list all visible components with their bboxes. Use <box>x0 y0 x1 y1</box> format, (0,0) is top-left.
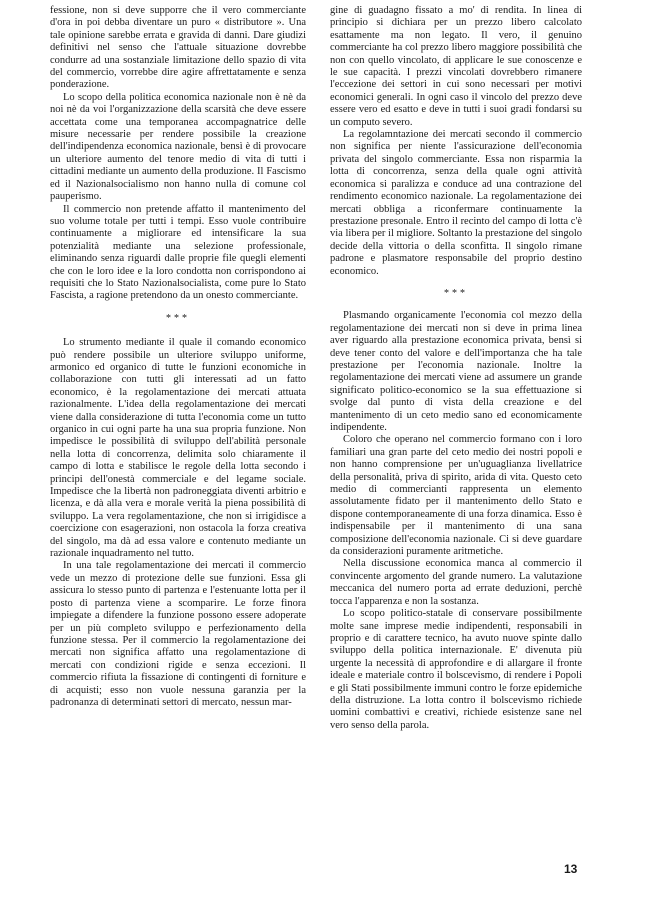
paragraph: Il commercio non pretende affatto il mantenimento del suo volume totale per tutti i tempi. Esso vuole contribuire continuamente a migliorare ed intensificare la sua potenzialità mediante una selezione professionale, eliminando senza riguardi dalle proprie file quegli elementi che con le loro idee e la loro condotta non corrispondono ai requisiti che lo Stato Nazionalsocialista, come pure lo Stato Fascista, a ragione pretendono da un onesto commerciante. <box>50 203 306 302</box>
paragraph: Nella discussione economica manca al commercio il convincente argomento del grande numero. La valutazione meccanica del numero porta ad errate deduzioni, perchè tocca l'apparenza e non la sostanza. <box>330 558 582 607</box>
page-number: 13 <box>564 862 578 876</box>
paragraph: gine di guadagno fissato a mo' di rendita. In linea di principio si dichiara per un prezzo libero calcolato esattamente ma non legato. Il vero, il genuino commerciante ha col prezzo libero maggiore possibilità che non con quello vincolato, di applicare le sue conoscenze e le sue capacità. I prezzi vincolati dovrebbero rimanere l'eccezione dei settori in cui sono necessari per motivi economici generali. In ogni caso il vincolo del prezzo deve essere vero ed esatto e deve in tutti i suoi gradi fondarsi su un computo severo. <box>330 5 582 128</box>
paragraph: In una tale regolamentazione dei mercati il commercio vede un mezzo di protezione delle sue funzioni. Essa gli assicura lo stesso punto di partenza e l'estenuante lotta per il posto di partenza viene a scomparire. Le forze finora impiegate a difendere la funzione possono essere adoperate per un più completo sviluppo e perfezionamento della funzione stessa. Per il commercio la regolamentazione dei mercati non significa affatto una regolamentazione di mercati con condizioni rigide e senza eccezioni. Il commercio rifiuta la fissazione di contingenti di forniture e di acquisti; esso non vuole nessuna garanzia per la padronanza di determinati settori di mercato, nessun mar- <box>50 560 306 708</box>
paragraph: Lo scopo della politica economica nazionale non è nè da noi nè da voi l'organizzazione della scarsità che deve essere accettata come una temporanea accompagnatrice delle misure necessarie per rendere possibile la creazione dell'indipendenza economica nazionale, bensì è di provocare un ulteriore aumento del tenore medio di vita di tutti i cittadini mediante un aumento della produzione. Il Fascismo ed il Nazionalsocialismo non hanno nulla di comune col pauperismo. <box>50 91 306 203</box>
paragraph: fessione, non si deve supporre che il vero commerciante d'ora in poi debba diventare un puro « distributore ». Una tale opinione sarebbe errata e gravida di danni. Dare giudizi definitivi nel senso che l'attuale situazione dovrebbe condurre ad una sostanziale limitazione dello spazio di vita del commercio, vorrebbe dire agire affrettatamente e senza ponderazione. <box>50 5 306 91</box>
section-separator: *** <box>444 287 468 299</box>
paragraph: La regolamntazione dei mercati secondo il commercio non significa per niente l'assicurazione dell'economia privata del singolo commerciante. Essa non risparmia la lotta di concorrenza, senza della quale ogni attività economica si paralizza e conduce ad una contrazione del rendimento economico nazionale. La regolamentazione dei mercati obbliga a riconfermare continuamente la prestazione presonale. Entro il recinto del campo di lotta c'è via libera per il migliore. Soltanto la prestazione del singolo decide della vittoria o della sconfitta. Il singolo rimane padrone e plasmatore responsabile del proprio destino economico. <box>330 129 582 277</box>
left-column <box>50 5 306 709</box>
section-separator: *** <box>166 312 190 324</box>
paragraph: Lo scopo politico-statale di conservare possibilmente molte sane imprese medie indipendenti, responsabili in proprio e di carattere tecnico, ha avuto nuove spinte dallo sviluppo della politica internazionale. E' divenuta più urgente la necessità di approfondire e di allargare il fronte ideale e materiale contro il bolscevismo, di rendere i Popoli e gli Stati possibilmente immuni contro le forze epidemiche della distruzione. La lotta contro il bolscevismo richiede uomini combattivi e creativi, richiede esistenze sane nel vero senso della parola. <box>330 608 582 731</box>
paragraph: Lo strumento mediante il quale il comando economico può rendere possibile un ulteriore sviluppo uniforme, armonico ed organico di tutte le funzioni economiche in collaborazione con tutti gli interessati ad un fatto economico, è la regolamentazione dei mercati attuata razionalmente. L'idea della regolamentazione dei mercati viene dalla considerazione di tutta l'economia come un tutto organico in cui ogni parte ha una sua propria funzione. Non impedisce le possibilità di sviluppo dell'abilità personale nella lotta di concorrenza, delimita solo chiaramente il campo di lotta e stabilisce le regole della lotta secondo i principi dell'onestà commerciale e del legame sociale. Impedisce che la libertà non padroneggiata diventi arbitrio e licenza, e dà alla vera e morale verità la piena possibilità di sviluppo. La vera regolamentazione, che non si irrigidisce a coercizione con esagerazioni, non ostacola la forza creativa del singolo, ma dà ad essa valore e contenuto mediante un razionale inquadramento nel tutto. <box>50 337 306 560</box>
paragraph: Plasmando organicamente l'economia col mezzo della regolamentazione dei mercati non si deve in prima linea aver riguardo alla prestazione economica privata, bensì si deve tener conto del valore e dell'importanza che ha tale prestazione per l'economia nazionale. Inoltre la regolamentazione dei mercati viene ad assumere un grande significato politico-economico se la sua effettuazione si svolge dal punto di vista della creazione e del mantenimento di un ceto medio sano ed economicamente indipendente. <box>330 310 582 433</box>
right-column <box>330 5 582 732</box>
paragraph: Coloro che operano nel commercio formano con i loro familiari una gran parte del ceto medio dei nostri popoli e non hanno comprensione per un'uguaglianza livellatrice della personalità, priva di spirito, arida di vita. Questo ceto medio di commercianti rappresenta un elemento assolutamente fidato per il mantenimento dello Stato e dispone contemporaneamente di una forza dinamica. Esso è indispensabile per il mantenimento di una sana composizione dell'economia nazionale. Ci si deve guardare da considerazioni puramente aritmetiche. <box>330 434 582 558</box>
